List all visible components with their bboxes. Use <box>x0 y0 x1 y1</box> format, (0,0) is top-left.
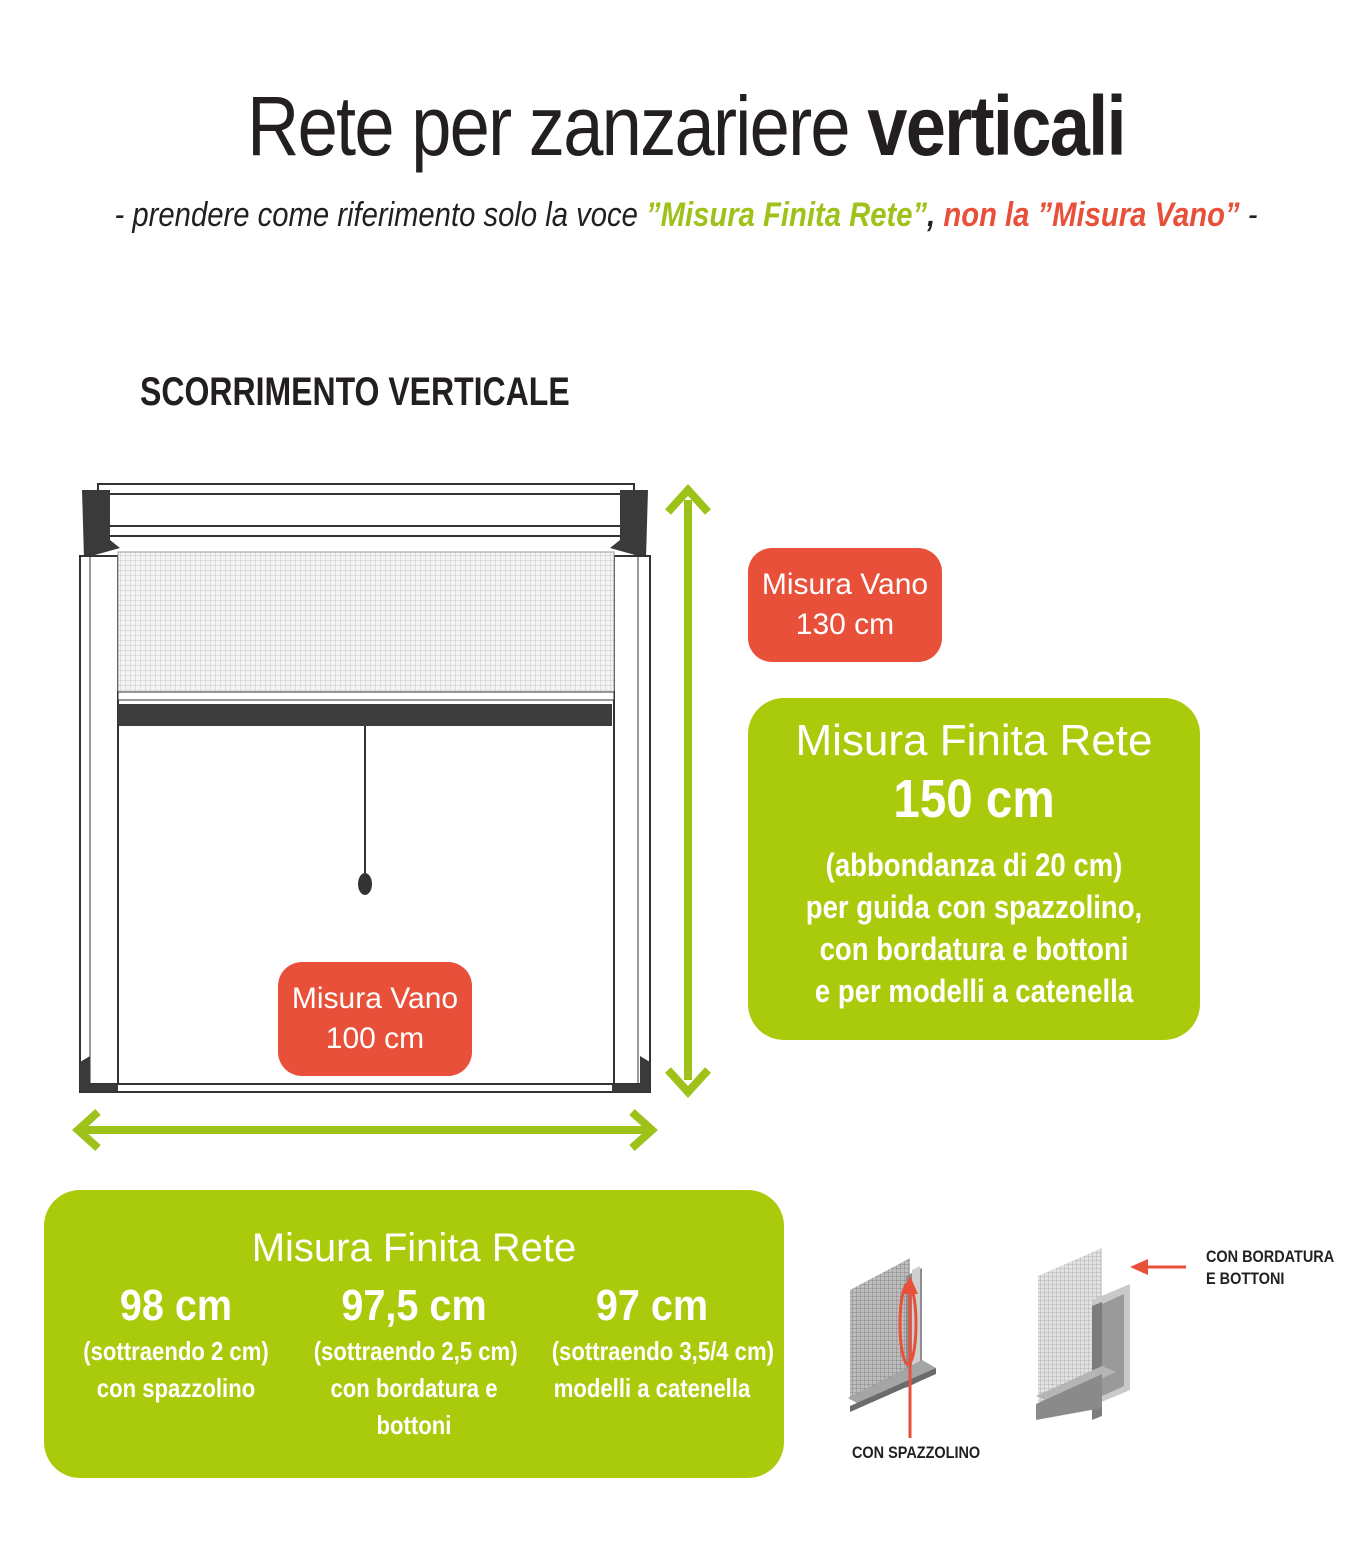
vano-height-label: Misura Vano <box>761 568 929 601</box>
rete-width-note: (sottraendo 2,5 cm) <box>313 1336 518 1366</box>
vano-height-value: 130 cm <box>795 608 895 641</box>
caption-border-line: E BOTTONI <box>1206 1269 1285 1288</box>
subtitle-pre: - prendere come riferimento solo la voce <box>114 196 638 234</box>
title-light: Rete per zanzariere <box>247 79 849 173</box>
rete-width-note: (sottraendo 3,5/4 cm) <box>551 1336 774 1366</box>
section-title: SCORRIMENTO VERTICALE <box>140 370 570 414</box>
caption-border <box>1206 1246 1334 1290</box>
title-bold: verticali <box>867 79 1125 173</box>
rete-width-value: 97 cm <box>595 1281 709 1330</box>
rete-width-columns <box>44 1281 784 1442</box>
rete-width-note: bottoni <box>376 1410 452 1440</box>
subtitle-comma: , <box>927 196 936 234</box>
height-arrow <box>668 490 708 1092</box>
rete-height-note-line: per guida con spazzolino, <box>805 889 1143 925</box>
rete-width-value: 98 cm <box>119 1281 233 1330</box>
caption-border-line: CON BORDATURA <box>1206 1247 1335 1266</box>
rete-width-panel <box>44 1190 784 1478</box>
rete-width-value: 97,5 cm <box>341 1281 487 1330</box>
rete-height-label: Misura Finita Rete <box>795 716 1153 765</box>
caption-brush: CON SPAZZOLINO <box>852 1443 981 1462</box>
brush-arrow <box>902 1276 918 1438</box>
rete-width-column <box>534 1281 774 1442</box>
rete-width-label: Misura Finita Rete <box>251 1226 577 1270</box>
rete-height-note-line: (abbondanza di 20 cm) <box>825 847 1123 883</box>
rete-height-note-line: con bordatura e bottoni <box>819 931 1129 967</box>
rete-height-panel <box>748 698 1200 1040</box>
rete-width-note: (sottraendo 2 cm) <box>83 1336 269 1366</box>
vano-width-label: Misura Vano <box>291 982 459 1015</box>
rete-height-value: 150 cm <box>893 769 1055 829</box>
rete-width-note: con spazzolino <box>96 1373 256 1403</box>
subtitle-post: - <box>1247 196 1258 234</box>
rete-width-note: con bordatura e <box>330 1373 498 1403</box>
rete-width-column <box>296 1281 532 1442</box>
subtitle <box>96 196 1276 235</box>
width-arrow <box>78 1112 652 1148</box>
detail-arrows <box>890 1250 1200 1450</box>
vano-width-badge <box>278 962 472 1076</box>
subtitle-green: ”Misura Finita Rete” <box>645 196 928 234</box>
rete-width-column <box>58 1281 294 1442</box>
vano-height-badge <box>748 548 942 662</box>
rete-width-note: modelli a catenella <box>553 1373 751 1403</box>
rete-height-note-line: e per modelli a catenella <box>814 973 1134 1009</box>
rete-height-note <box>780 844 1169 1012</box>
page-title <box>96 78 1276 175</box>
vano-width-value: 100 cm <box>325 1022 425 1055</box>
subtitle-red: non la ”Misura Vano” <box>943 196 1240 234</box>
border-arrow <box>1130 1259 1186 1275</box>
